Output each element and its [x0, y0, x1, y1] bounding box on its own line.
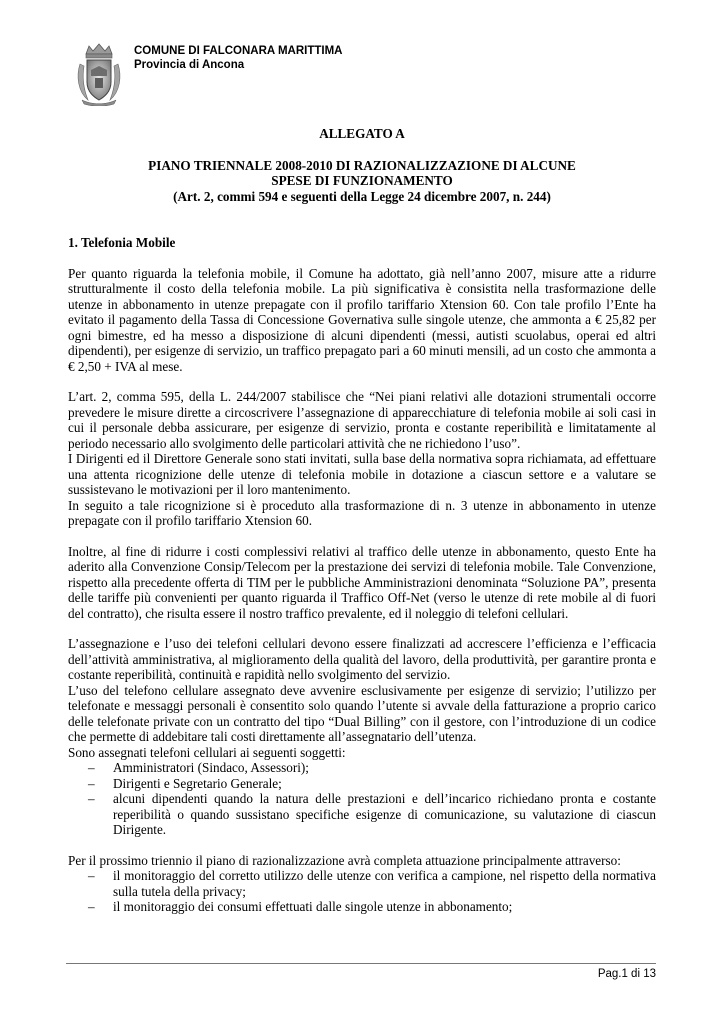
measures-list	[68, 868, 656, 915]
paragraph: In seguito a tale ricognizione si è proceduto alla trasformazione di n. 3 utenze in abbonamento in utenze prepagate con il profilo tariffario Xtension 60.	[68, 497, 656, 528]
paragraph: Per il prossimo triennio il piano di razionalizzazione avrà completa attuazione principalmente attraverso:	[68, 852, 621, 868]
municipality-name: COMUNE DI FALCONARA MARITTIMA	[134, 45, 343, 57]
paragraph: Per quanto riguarda la telefonia mobile, il Comune ha adottato, già nell’anno 2007, misure atte a ridurre strutturalmente il costo della telefonia mobile. La più significativa è consistita nella trasformazione delle utenze in abbonamento in utenze prepagate con il profilo tariffario Xtension 60. Con tale profilo l’Ente ha evitato il pagamento della Tassa di Concessione Governativa sulle singole utenze, che ammonta a € 25,82 per ogni bimestre, ed ha messo a disposizione di alcuni dipendenti (messi, autisti scuolabus, operai ed altri dipendenti), per esigenze di servizio, un traffico prepagato pari a 60 minuti mensili, ad un costo che ammonta a € 2,50 + IVA al mese.	[68, 265, 656, 374]
list-item: – alcuni dipendenti quando la natura delle prestazioni e dell’incarico richiedano pronta e costante reperibilità o quando sussistano specifiche esigenze di comunicazione, su valutazione di ciascun Dirigente.	[88, 791, 656, 837]
section-heading: 1. Telefonia Mobile	[68, 235, 176, 250]
footer-divider	[66, 963, 656, 964]
document-title	[68, 158, 656, 205]
list-item: – Dirigenti e Segretario Generale;	[88, 775, 282, 791]
assignee-list	[68, 760, 656, 838]
paragraph: Inoltre, al fine di ridurre i costi complessivi relativi al traffico delle utenze in abbonamento, questo Ente ha aderito alla Convenzione Consip/Telecom per la prestazione dei servizi di telefonia mobile. Tale Convenzione, rispetto alla precedente offerta di TIM per le pubbliche Amministrazioni denominata “Soluzione PA”, presenta delle tariffe più convenienti per quanto riguarda il Traffico Off-Net (verso le utenze di rete mobile al di fuori del contratto), che risulta essere il nostro traffico prevalente, ed il noleggio di telefoni cellulari.	[68, 543, 656, 621]
dash-bullet: –	[88, 899, 95, 914]
dash-bullet: –	[88, 868, 95, 883]
page-number: Pag.1 di 13	[597, 968, 656, 980]
paragraph: L’art. 2, comma 595, della L. 244/2007 stabilisce che “Nei piani relativi alle dotazioni strumentali occorre prevedere le misure dirette a circoscrivere l’assegnazione di apparecchiature di telefonia mobile ai soli casi in cui il personale debba assicurare, per esigenze di servizio, pronta e costante reperibilità e limitatamente al periodo necessario allo svolgimento delle particolari attività che ne richiedono l’uso”.	[68, 389, 656, 451]
paragraph: I Dirigenti ed il Direttore Generale sono stati invitati, sulla base della normativa sopra richiamata, ad effettuare una attenta ricognizione delle utenze di telefonia mobile in dotazione a ciascun settore e a valutare se sussistevano le motivazioni per il loro mantenimento.	[68, 451, 656, 497]
dash-bullet: –	[88, 760, 95, 775]
list-item: – il monitoraggio dei consumi effettuati dalle singole utenze in abbonamento;	[88, 899, 513, 914]
paragraph: L’uso del telefono cellulare assegnato deve avvenire esclusivamente per esigenze di servizio; l’utilizzo per telefonate e messaggi personali è consentito solo quando l’utente si avvale della fatturazione a proprio carico delle telefonate private con un contratto del tipo “Dual Billing” con il gestore, con l’introduzione di un codice che permette di addebitare tali costi direttamente all’assegnatario dell’utenza.	[68, 682, 656, 744]
dash-bullet: –	[88, 775, 95, 791]
province-name: Provincia di Ancona	[134, 59, 245, 71]
list-item: – Amministratori (Sindaco, Assessori);	[88, 760, 309, 775]
title-line-2: SPESE DI FUNZIONAMENTO	[271, 173, 453, 188]
allegato-heading: ALLEGATO A	[319, 126, 405, 141]
document-body	[68, 126, 656, 915]
municipal-crest-icon	[74, 42, 124, 106]
list-item: – il monitoraggio del corretto utilizzo delle utenze con verifica a campione, nel rispetto della normativa sulla tutela della privacy;	[88, 868, 656, 899]
paragraph: Sono assegnati telefoni cellulari ai seguenti soggetti:	[68, 744, 346, 760]
paragraph: L’assegnazione e l’uso dei telefoni cellulari devono essere finalizzati ad accrescere l’efficienza e l’efficacia dell’attività amministrativa, al miglioramento della qualità del lavoro, della produttività, per garantire pronta e costante reperibilità, continuità e rapidità nello svolgimento del servizio.	[68, 636, 656, 682]
title-line-1: PIANO TRIENNALE 2008-2010 DI RAZIONALIZZAZIONE DI ALCUNE	[148, 157, 576, 173]
title-line-3: (Art. 2, commi 594 e seguenti della Legge 24 dicembre 2007, n. 244)	[173, 188, 551, 204]
letterhead	[66, 34, 656, 114]
dash-bullet: –	[88, 791, 95, 806]
